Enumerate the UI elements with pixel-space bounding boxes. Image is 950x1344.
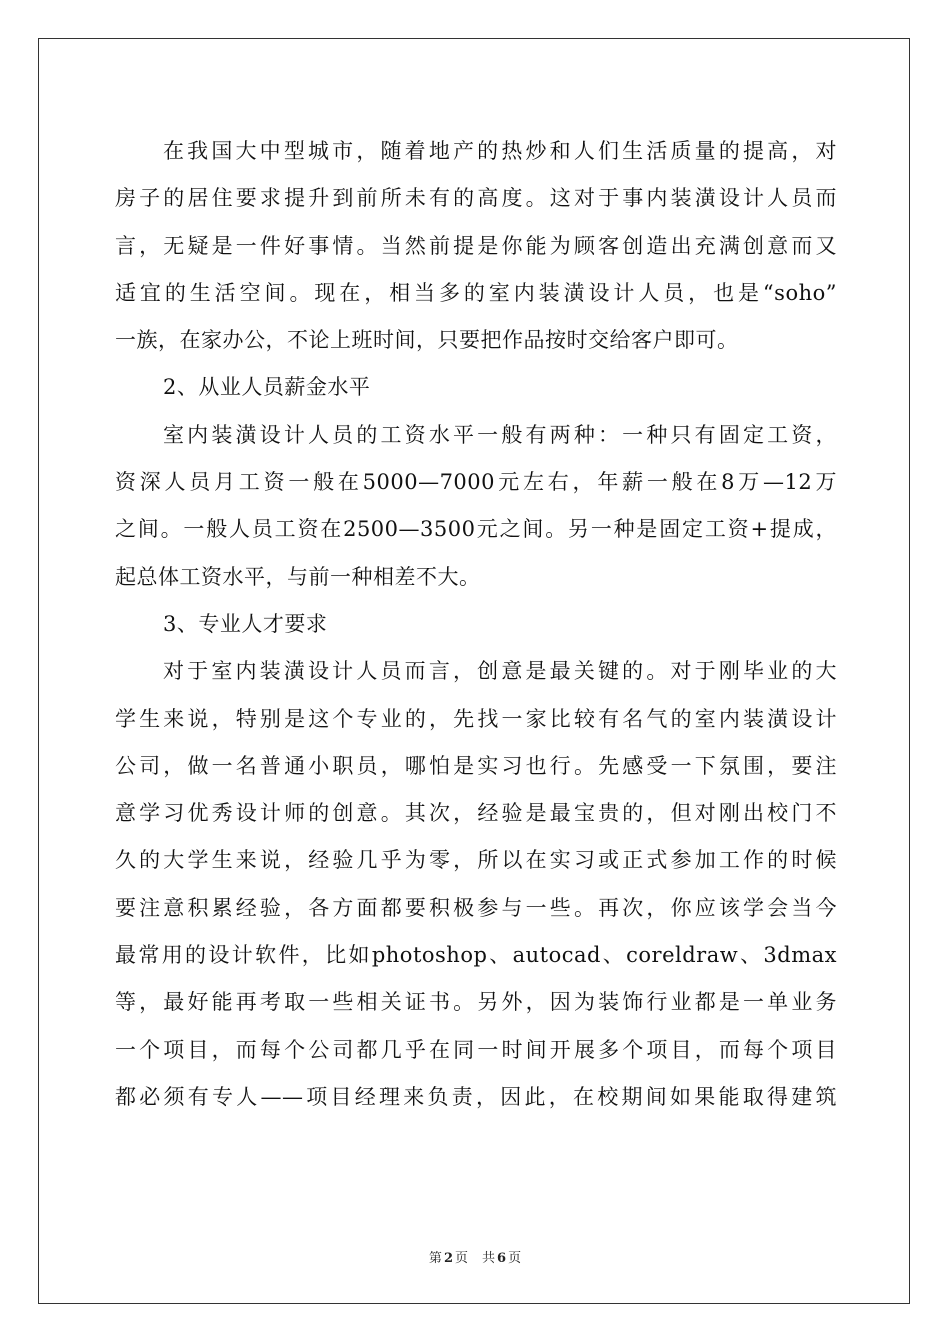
footer-page-number: 2 [443, 1251, 453, 1266]
text-line: 适宜的生活空间。现在，相当多的室内装潢设计人员，也是“soho” [115, 280, 837, 305]
text-line: 起总体工资水平，与前一种相差不大。 [115, 564, 481, 589]
text-line: 3、专业人才要求 [163, 611, 328, 636]
text-line: 都必须有专人——项目经理来负责，因此，在校期间如果能取得建筑 [115, 1084, 837, 1109]
text-line: 言，无疑是一件好事情。当然前提是你能为顾客创造出充满创意而又 [115, 233, 837, 258]
text-line: 公司，做一名普通小职员，哪怕是实习也行。先感受一下氛围，要注 [115, 753, 837, 778]
text-line: 资深人员月工资一般在5000—7000元左右，年薪一般在8万—12万 [115, 470, 837, 495]
footer-total-pages: 6 [497, 1251, 507, 1266]
text-line: 之间。一般人员工资在2500—3500元之间。另一种是固定工资+提成， [115, 517, 837, 542]
footer-page-suffix: 页 [454, 1251, 468, 1266]
footer-total-suffix: 页 [508, 1251, 522, 1266]
footer-page-prefix: 第 [428, 1251, 442, 1266]
text-line: 室内装潢设计人员的工资水平一般有两种：一种只有固定工资， [163, 422, 837, 447]
text-line: 2、从业人员薪金水平 [163, 375, 371, 400]
footer-total-prefix: 共 [482, 1251, 496, 1266]
text-line: 要注意积累经验，各方面都要积极参与一些。再次，你应该学会当今 [115, 895, 837, 920]
text-line: 一个项目，而每个公司都几乎在同一时间开展多个项目，而每个项目 [115, 1037, 837, 1062]
text-line: 房子的居住要求提升到前所未有的高度。这对于事内装潢设计人员而 [115, 186, 837, 211]
text-line: 最常用的设计软件，比如photoshop、autocad、coreldraw、3dmax [115, 943, 837, 968]
text-line: 意学习优秀设计师的创意。其次，经验是最宝贵的，但对刚出校门不 [115, 801, 837, 826]
document-body [115, 128, 837, 1121]
text-line: 在我国大中型城市，随着地产的热炒和人们生活质量的提高，对 [163, 139, 837, 163]
text-line: 久的大学生来说，经验几乎为零，所以在实习或正式参加工作的时候 [115, 848, 837, 873]
text-line: 等，最好能再考取一些相关证书。另外，因为装饰行业都是一单业务 [115, 990, 837, 1015]
text-line: 对于室内装潢设计人员而言，创意是最关键的。对于刚毕业的大 [163, 659, 837, 684]
page-footer [0, 1247, 950, 1266]
text-line: 一族，在家办公，不论上班时间，只要把作品按时交给客户即可。 [115, 328, 739, 353]
text-line: 学生来说，特别是这个专业的，先找一家比较有名气的室内装潢设计 [115, 706, 837, 731]
